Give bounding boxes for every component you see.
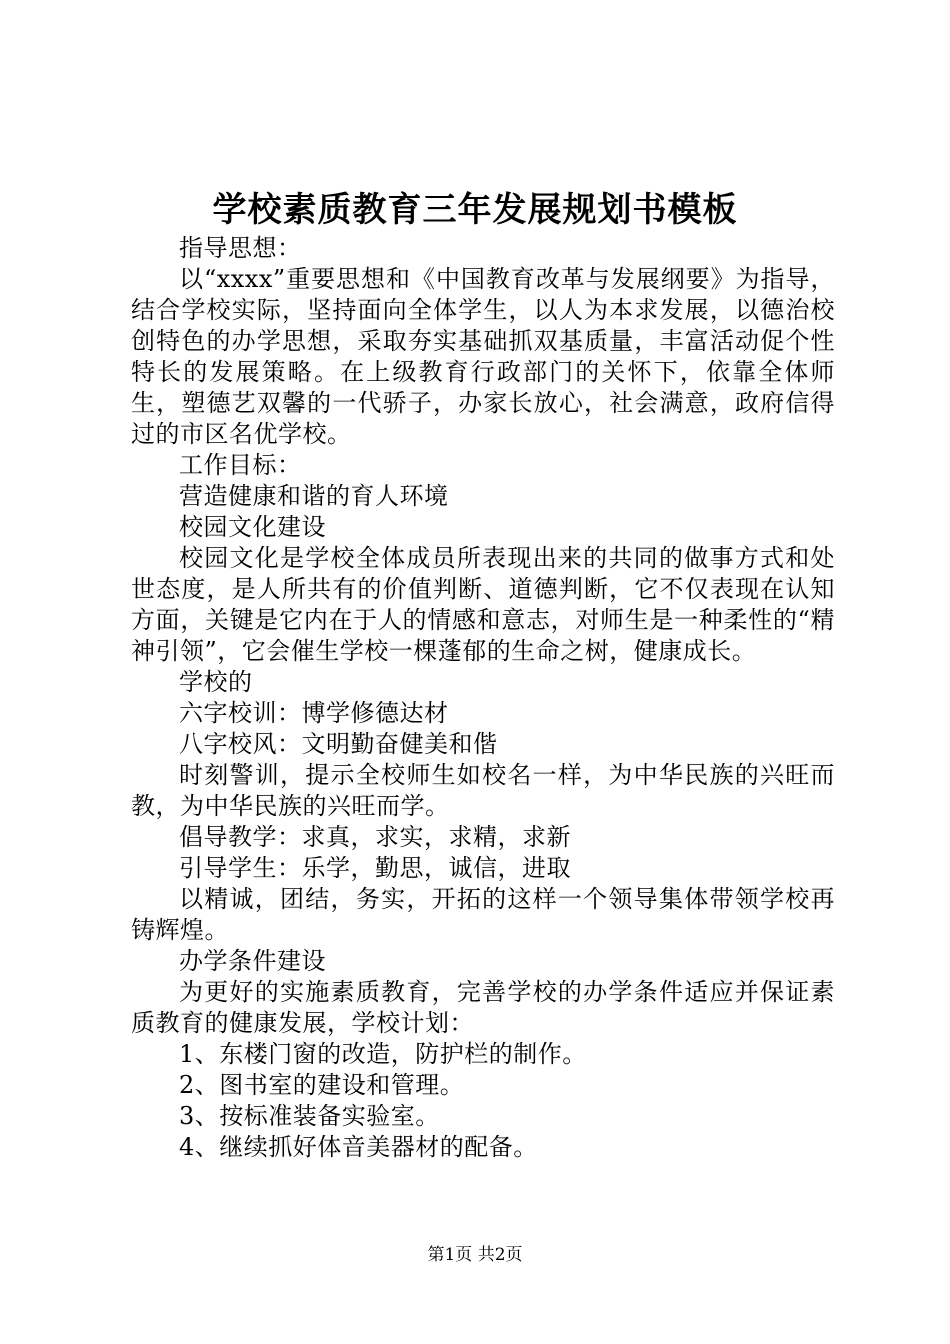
paragraph-school-style: 八字校风：文明勤奋健美和偕 [179,730,498,758]
paragraph-work-goals-heading: 工作目标： [179,451,302,479]
paragraph-campus-culture: 校园文化是学校全体成员所表现出来的共同的做事方式和处世态度，是人所共有的价值判断、道德判断，它不仅表现在认知方面，关键是它内在于人的情感和意志，对师生是一种柔性的“精神引领”，它会催生学校一棵蓬郁的生命之树，健康成长。 [131,544,835,665]
paragraph-teaching-advocacy: 倡导教学：求真，求实，求精，求新 [179,823,571,851]
paragraph-conditions-intro: 为更好的实施素质教育，完善学校的办学条件适应并保证素质教育的健康发展，学校计划： [131,978,835,1037]
paragraph-guiding-thought: 以“xxxx”重要思想和《中国教育改革与发展纲要》为指导，结合学校实际，坚持面向全体学生，以人为本求发展，以德治校创特色的办学思想，采取夯实基础抓双基质量，丰富活动促个性特长的发展策略。在上级教育行政部门的关怀下，依靠全体师生，塑德艺双馨的一代骄子，办家长放心，社会满意，政府信得过的市区名优学校。 [131,265,835,448]
list-item-plan-1: 1、东楼门窗的改造，防护栏的制作。 [179,1040,587,1068]
page-footer: 第1页 共2页 [427,1245,523,1265]
paragraph-conditions-heading: 办学条件建设 [179,947,326,975]
paragraph-school-motto: 六字校训：博学修德达材 [179,699,449,727]
document-body [131,233,835,1163]
paragraph-guiding-thought-heading: 指导思想： [179,234,302,262]
paragraph-reminder: 时刻警训，提示全校师生如校名一样，为中华民族的兴旺而教，为中华民族的兴旺而学。 [131,761,835,820]
list-item-plan-2: 2、图书室的建设和管理。 [179,1071,465,1099]
paragraph-environment-goal: 营造健康和谐的育人环境 [179,482,449,510]
paragraph-campus-culture-heading: 校园文化建设 [179,513,326,541]
paragraph-student-guidance: 引导学生：乐学，勤思，诚信，进取 [179,854,571,882]
list-item-plan-4: 4、继续抓好体音美器材的配备。 [179,1133,538,1161]
paragraph-school-of: 学校的 [179,668,253,696]
paragraph-leadership: 以精诚，团结，务实，开拓的这样一个领导集体带领学校再铸辉煌。 [131,885,835,944]
list-item-plan-3: 3、按标准装备实验室。 [179,1102,440,1130]
document-title: 学校素质教育三年发展规划书模板 [212,190,738,230]
